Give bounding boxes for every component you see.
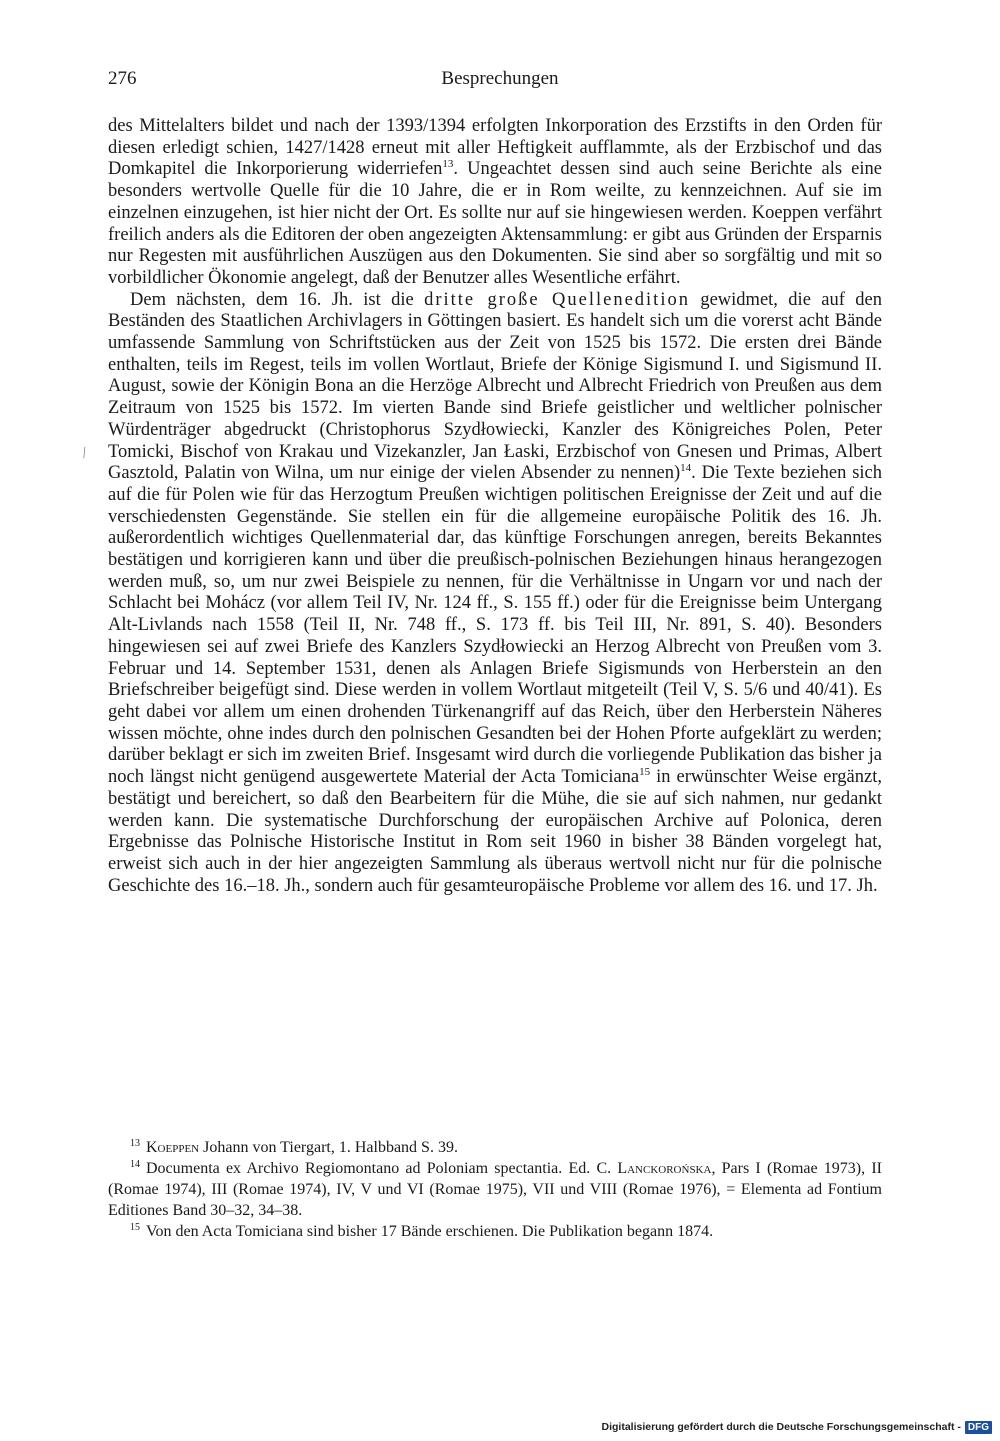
running-head: Besprechungen	[441, 68, 559, 89]
paragraph-2-text-b: gewidmet, die auf den Beständen des Staatlichen Archivlagers in Göttingen basiert. Es handelt sich um die vorerst acht Bände umfassende Sammlung von Schriftstücken aus der Zeit von 1525 bis 1572. Die ersten drei Bände enthalten, teils im Regest, teils im vollen Wortlaut, Briefe der Könige Sigismund I. und Sigismund II. August, sowie der Königin Bona an die Herzöge Albrecht und Albrecht Friedrich von Preußen aus dem Zeitraum von 1525 bis 1572. Im vierten Bande sind Briefe geistlicher und weltlicher polnischer Würdenträger abgedruckt (Christophorus Szydłowiecki, Kanzler des Königreiches Polen, Peter Tomicki, Bischof von Krakau und Vizekanzler, Jan Łaski, Erzbischof von Gnesen und Primas, Albert Gasztold, Palatin von Wilna, um nur einige der vielen Absender zu nennen)	[108, 289, 882, 484]
page-number: 276	[108, 68, 137, 89]
paragraph-2-text-d: in erwünschter Weise ergänzt, bestätigt und bereichert, so daß den Bearbeitern für die Mühe, die sie auf sich nahmen, nur gedankt werden kann. Die systematische Durchforschung der europäischen Archive auf Polonica, deren Ergebnisse das Polnische Historische Institut in Rom seit 1960 in bisher 38 Bänden vorgelegt hat, erweist sich auch in der hier angezeigten Sammlung als überaus wertvoll nicht nur für die polnische Geschichte des 16.–18. Jh., sondern auch für gesamteuropäische Probleme vor allem des 16. und 17. Jh.	[108, 767, 882, 896]
footnote-text: Von den Acta Tomiciana sind bisher 17 Bände erschienen. Die Publikation begann 1874.	[146, 1223, 714, 1240]
footnote-text: Johann von Tiergart, 1. Halbband S. 39.	[199, 1139, 458, 1156]
footnote-text-b: , Pars I (Romae 1973), II (Romae 1974), III (Romae 1974), IV, V und VI (Romae 1975), VII und VIII (Romae 1976), = Elementa ad Fontium Editiones Band 30–32, 34–38.	[108, 1160, 883, 1219]
footnote-13	[108, 1137, 882, 1158]
footnote-14	[108, 1158, 882, 1221]
paragraph-1-text-a: des Mittelalters bildet und nach der 1393/1394 erfolgten Inkorporation des Erzstifts in den Orden für diesen erledigt schien, 1427/1428 erneut mit aller Heftigkeit aufflammte, als der Erzbischof und das Domkapitel die Inkorporierung widerriefen	[108, 116, 882, 180]
spaced-emphasis: dritte große Quellenedition	[424, 289, 690, 310]
stray-pencil-mark-icon: ⁄	[80, 446, 90, 461]
paragraph-1	[108, 116, 882, 290]
footnote-number: 13	[130, 1137, 140, 1149]
footnote-author: Koeppen	[146, 1139, 200, 1156]
footnote-15	[108, 1221, 882, 1242]
paragraph-1-text-b: . Ungeachtet dessen sind auch seine Berichte als eine besonders wertvolle Quelle für die 10 Jahre, die er in Rom weilte, zu kennzeichnen. Auf sie im einzelnen einzugehen, ist hier nicht der Ort. Es sollte nur auf sie hingewiesen werden. Koeppen verfährt freilich anders als die Editoren der oben angezeigten Aktensammlung: er gibt aus Gründen der Ersparnis nur Regesten mit ausführlichen Auszügen aus den Dokumenten. Sie sind aber so sorgfältig und mit so vorbildlicher Ökonomie angelegt, daß der Benutzer alles Wesentliche erfährt.	[108, 159, 882, 288]
footnote-ref-13[interactable]: 13	[442, 158, 454, 171]
footnote-number: 14	[130, 1158, 140, 1170]
dfg-logo-icon[interactable]: DFG	[965, 1421, 992, 1434]
sponsor-bar	[602, 1419, 993, 1435]
footnotes	[108, 1137, 882, 1242]
footnote-text-a: Documenta ex Archivo Regiomontano ad Poloniam spectantia. Ed. C.	[146, 1160, 618, 1177]
footnote-number: 15	[130, 1221, 140, 1233]
footnote-editor: Lanckorońska	[617, 1160, 712, 1177]
paragraph-2-text-a: Dem nächsten, dem 16. Jh. ist die	[130, 289, 425, 310]
footnote-ref-14[interactable]: 14	[680, 462, 692, 475]
paragraph-2-text-c: . Die Texte beziehen sich auf die für Polen wie für das Herzogtum Preußen wichtigen politischen Ereignisse der Zeit und auf die verschiedensten Gegenstände. Sie stellen ein für die allgemeine europäische Politik des 16. Jh. außerordentlich wichtiges Quellenmaterial dar, das künftige Forschungen anregen, bereits Bekanntes bestätigen und korrigieren kann und über die preußisch-polnischen Beziehungen hinaus herangezogen werden muß, so, um nur zwei Beispiele zu nennen, für die Verhältnisse in Ungarn vor und nach der Schlacht bei Mohácz (vor allem Teil IV, Nr. 124 ff., S. 155 ff.) oder für die Ereignisse beim Untergang Alt-Livlands nach 1558 (Teil II, Nr. 748 ff., S. 173 ff. bis Teil III, Nr. 891, S. 40). Besonders hingewiesen sei auf zwei Briefe des Kanzlers Szydłowiecki an Herzog Albrecht von Preußen vom 3. Februar und 14. September 1531, denen als Anlagen Briefe Sigismunds von Herberstein an den Briefschreiber beigefügt sind. Diese werden in vollem Wortlaut mitgeteilt (Teil V, S. 5/6 und 40/41). Es geht dabei vor allem um einen drohenden Türkenangriff auf das Reich, über den Herberstein Näheres wissen möchte, ohne indes durch den polnischen Gesandten bei der Hohen Pforte aufgeklärt zu werden; darüber beklagt er sich im zweiten Brief. Insgesamt wird durch die vorliegende Publikation das bisher ja noch längst nicht genügend ausgewertete Material der Acta Tomiciana	[108, 463, 882, 788]
paragraph-2	[108, 290, 882, 898]
main-text	[108, 116, 882, 897]
sponsor-text: Digitalisierung gefördert durch die Deutsche Forschungsgemeinschaft -	[601, 1421, 961, 1433]
footnote-ref-15[interactable]: 15	[639, 765, 651, 778]
